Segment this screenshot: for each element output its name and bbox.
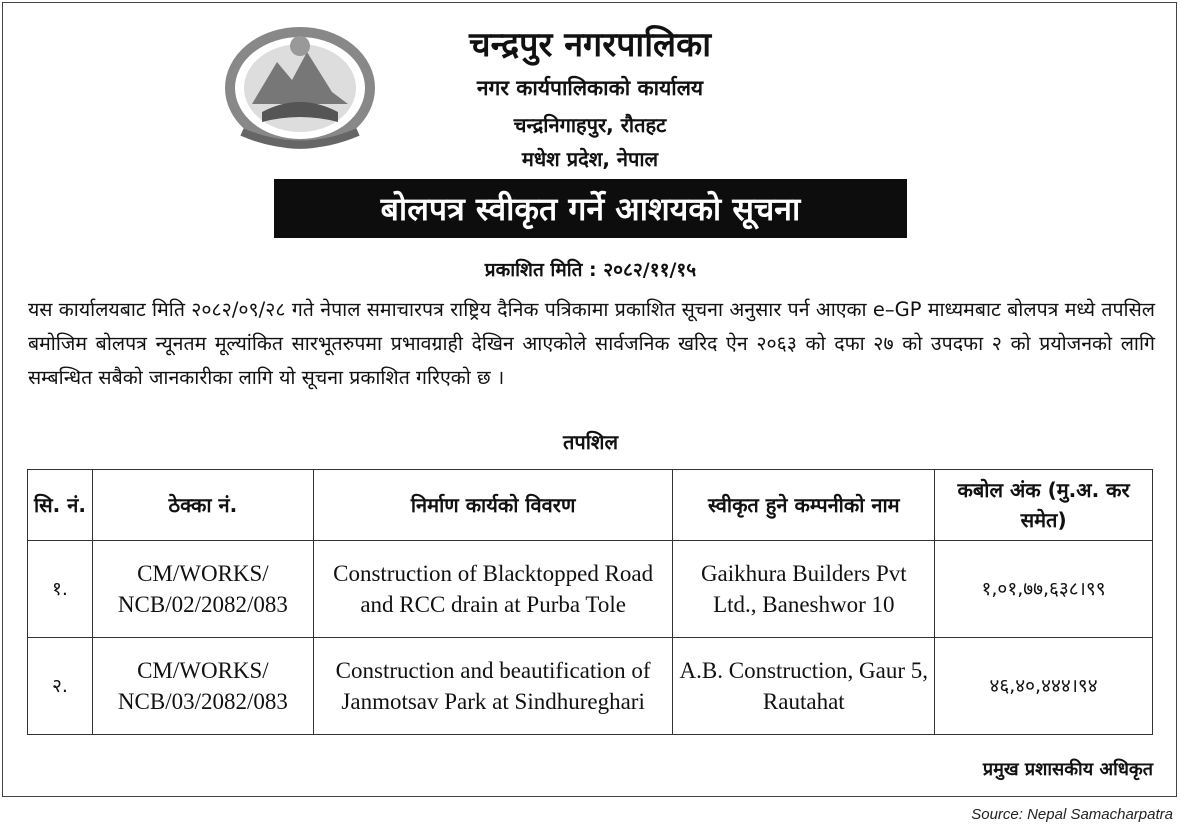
cell-description: Construction of Blacktopped Road and RCC drain at Purba Tole: [313, 541, 673, 638]
government-emblem-icon: [222, 22, 378, 152]
notice-body: यस कार्यालयबाट मिति २०८२/०९/२८ गते नेपाल समाचारपत्र राष्ट्रिय दैनिक पत्रिकामा प्रकाशित सूचना अनुसार पर्न आएका e–GP माध्यमबाट बोलपत्र मध्ये तपसिल बमोजिम बोलपत्र न्यूनतम मूल्यांकित सारभूतरुपमा प्रभावग्राही देखिन आएकोले सार्वजनिक खरिद ऐन २०६३ को दफा २७ को उपदफा २ को प्रयोजनको लागि सम्बन्धित सबैको जानकारीका लागि यो सूचना प्रकाशित गरिएको छ ।: [28, 298, 1155, 389]
bid-table: [27, 469, 1153, 735]
signatory: प्रमुख प्रशासकीय अधिकृत: [982, 759, 1153, 780]
cell-description: Construction and beautification of Janmotsav Park at Sindhureghari: [313, 638, 673, 735]
cell-contract-no: CM/WORKS/ NCB/02/2082/083: [92, 541, 313, 638]
office-address: चन्द्रनिगाहपुर, रौतहट: [513, 113, 667, 137]
table-header-row: [28, 470, 1153, 541]
cell-amount: १,०१,७७,६३८।९९: [935, 541, 1153, 638]
col-description: निर्माण कार्यको विवरण: [313, 470, 673, 541]
col-sn: सि. नं.: [28, 470, 93, 541]
cell-contract-no: CM/WORKS/ NCB/03/2082/083: [92, 638, 313, 735]
table-row: [28, 638, 1153, 735]
province: मधेश प्रदेश, नेपाल: [521, 147, 659, 171]
col-amount: कबोल अंक (मु.अ. कर समेत): [935, 470, 1153, 541]
cell-company: Gaikhura Builders Pvt Ltd., Baneshwor 10: [673, 541, 935, 638]
cell-amount: ४६,४०,४४४।९४: [935, 638, 1153, 735]
published-date: प्रकाशित मिति : २०८२/११/१५: [484, 259, 697, 281]
notice-title: बोलपत्र स्वीकृत गर्ने आशयको सूचना: [274, 179, 907, 238]
cell-company: A.B. Construction, Gaur 5, Rautahat: [673, 638, 935, 735]
office-name: नगर कार्यपालिकाको कार्यालय: [476, 76, 704, 100]
source-credit: Source: Nepal Samacharpatra: [971, 806, 1173, 823]
col-contract-no: ठेक्का नं.: [92, 470, 313, 541]
schedule-heading: तपशिल: [562, 430, 619, 454]
org-name: चन्द्रपुर नगरपालिका: [468, 25, 712, 65]
cell-sn: २.: [28, 638, 93, 735]
cell-sn: १.: [28, 541, 93, 638]
col-company: स्वीकृत हुने कम्पनीको नाम: [673, 470, 935, 541]
table-row: [28, 541, 1153, 638]
